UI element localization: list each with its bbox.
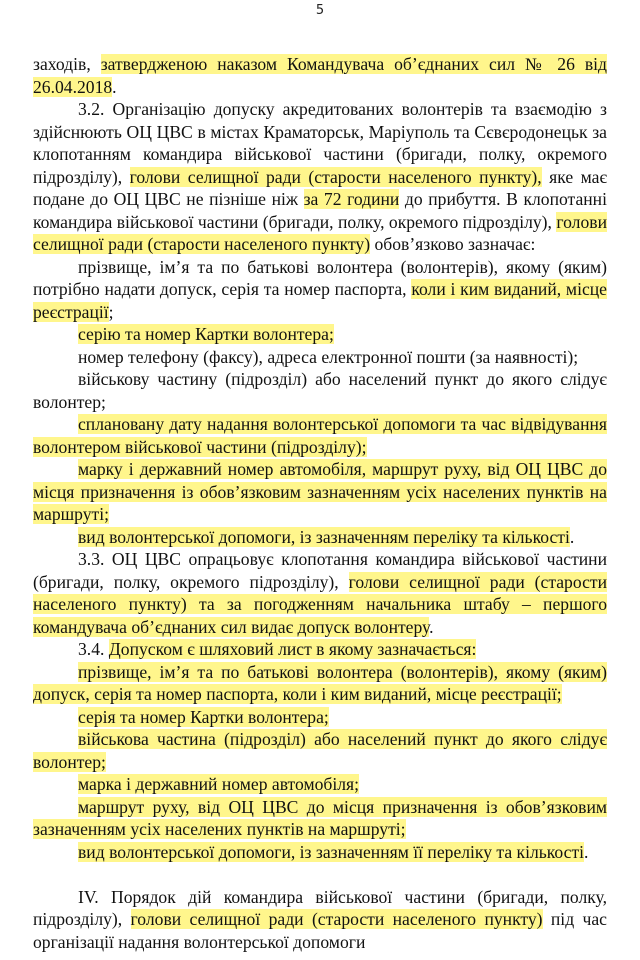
highlighted-text: голови селищної ради (старости населеного пункту), <box>129 166 542 187</box>
text-line <box>33 121 607 144</box>
highlighted-text: марку і державний номер автомобіля, маршрут руху, від ОЦ ЦВС до <box>78 459 607 479</box>
text-line <box>33 908 607 931</box>
text-line <box>33 661 607 684</box>
text-line <box>33 751 607 774</box>
text-line <box>33 796 607 819</box>
highlighted-text: волонтером військової частини (підрозділу); <box>33 436 367 457</box>
page-number: 5 <box>315 3 325 18</box>
text-line <box>33 256 607 279</box>
text-line <box>33 278 607 301</box>
highlighted-text: маршруті; <box>33 504 109 524</box>
highlighted-text: волонтер; <box>33 751 106 772</box>
text-line <box>33 53 607 76</box>
highlighted-text: серія та номер Картки волонтера; <box>78 706 329 727</box>
text-run: . <box>569 526 575 547</box>
text-line <box>33 638 607 661</box>
text-line <box>33 571 607 594</box>
text-run: організації надання волонтерської допомоги <box>33 931 366 952</box>
text-line <box>33 503 607 526</box>
text-run: 3.3. ОЦ ЦВС опрацьовує клопотання командира військової частини <box>78 549 607 569</box>
text-line <box>33 931 607 954</box>
highlighted-text: голови селищної ради (старости <box>348 571 607 592</box>
text-line <box>33 526 607 549</box>
highlighted-text: Допуском є шляховий лист в якому зазначається: <box>108 639 477 659</box>
text-line <box>33 323 607 346</box>
text-line <box>33 481 607 504</box>
text-run: командира військової частини (бригади, полку, окремого підрозділу), <box>33 211 557 232</box>
text-run: яке має <box>549 166 607 187</box>
document-body <box>33 53 607 953</box>
text-run: IV. Порядок дій командира військової частини (бригади, полку, <box>78 886 607 907</box>
text-run: військову частину (підрозділ) або населений пункт до якого слідує <box>78 369 607 389</box>
text-line <box>33 188 607 211</box>
text-run: до прибуття. В клопотанні <box>399 189 607 209</box>
text-line <box>33 458 607 481</box>
text-line <box>33 593 607 616</box>
highlighted-text: реєстрації <box>33 301 109 322</box>
highlighted-text: коли і ким виданий, місце <box>411 279 607 299</box>
highlighted-text: марка і державний номер автомобіля; <box>78 774 360 794</box>
text-run: прізвище, ім’я та по батькові волонтера (волонтерів), якому (яким) <box>78 256 607 277</box>
text-line <box>33 436 607 459</box>
highlighted-text: сплановану дату надання волонтерської допомоги та час відвідування <box>78 414 607 434</box>
text-line <box>33 773 607 796</box>
blank-line <box>33 863 607 886</box>
text-run: номер телефону (факсу), адреса електронної пошти (за наявності); <box>78 346 579 367</box>
text-run: . <box>112 76 117 97</box>
text-run: 3.2. Організацію допуску акредитованих волонтерів та взаємодію з <box>78 99 607 119</box>
highlighted-text: вид волонтерської допомоги, із зазначенням переліку та кількості <box>78 526 570 547</box>
text-line <box>33 166 607 189</box>
text-run: . <box>429 616 434 637</box>
text-line <box>33 346 607 369</box>
text-run: здійснюють ОЦ ЦВС в містах Краматорськ, Маріуполь та Сєвєродонецьк за <box>33 121 607 142</box>
text-line <box>33 683 607 706</box>
text-line <box>33 368 607 391</box>
text-line <box>33 211 607 234</box>
highlighted-text: зазначенням усіх населених пунктів на маршруті; <box>33 819 406 839</box>
highlighted-text: прізвище, ім’я та по батькові волонтера (волонтерів), якому (яким) <box>78 662 607 684</box>
highlighted-text: командувача об’єднаних сил видає допуск волонтеру <box>33 616 430 637</box>
text-run: підрозділу), <box>33 909 131 929</box>
text-run: заходів, <box>33 54 101 74</box>
text-line <box>33 706 607 729</box>
highlighted-text: вид волонтерської допомоги, із зазначенням її переліку та кількості <box>78 841 585 862</box>
text-line <box>33 886 607 909</box>
highlighted-text: населеного пункту) та за погодженням начальника штабу – першого <box>33 594 607 616</box>
text-line <box>33 76 607 99</box>
text-run: обов’язково зазначає: <box>370 234 536 254</box>
highlighted-text: допуск, серія та номер паспорта, коли і ким виданий, місце реєстрації; <box>33 684 562 704</box>
text-line <box>33 728 607 751</box>
highlighted-text: голови <box>556 211 607 232</box>
text-line <box>33 548 607 571</box>
highlighted-text: серію та номер Картки волонтера; <box>78 324 334 344</box>
text-run: волонтер; <box>33 391 106 412</box>
text-run: під час <box>542 909 607 929</box>
highlighted-text: місця призначення із обов’язковим зазначенням усіх населених пунктів на <box>33 481 607 502</box>
highlighted-text: 26.04.2018 <box>33 76 113 97</box>
text-run: потрібно надати допуск, серія та номер паспорта, <box>33 279 412 299</box>
text-run: ; <box>108 301 114 322</box>
text-run: 3.4. <box>78 639 109 659</box>
text-run: клопотанням командира військової частини (бригади, полку, окремого <box>33 144 607 164</box>
text-run: . <box>584 841 589 862</box>
text-line <box>33 413 607 436</box>
highlighted-text: селищної ради (старости населеного пункту) <box>33 234 371 254</box>
text-line <box>33 391 607 414</box>
text-run: (бригади, полку, окремого підрозділу), <box>33 571 349 592</box>
text-line <box>33 818 607 841</box>
text-run: подане до ОЦ ЦВС не пізніше ніж <box>33 189 304 209</box>
text-line <box>33 301 607 324</box>
text-line <box>33 616 607 639</box>
highlighted-text: за 72 години <box>303 189 400 209</box>
highlighted-text: голови селищної ради (старости населеного пункту) <box>130 909 543 929</box>
text-line <box>33 98 607 121</box>
text-line <box>33 841 607 864</box>
text-line <box>33 233 607 256</box>
highlighted-text: маршрут руху, від ОЦ ЦВС до місця призначення із обов’язковим <box>78 796 607 817</box>
highlighted-text: військова частина (підрозділ) або населений пункт до якого слідує <box>78 729 607 749</box>
highlighted-text: затвердженою наказом Командувача об’єднаних сил № 26 від <box>100 54 607 74</box>
text-line <box>33 143 607 166</box>
text-run: підрозділу), <box>33 166 130 187</box>
